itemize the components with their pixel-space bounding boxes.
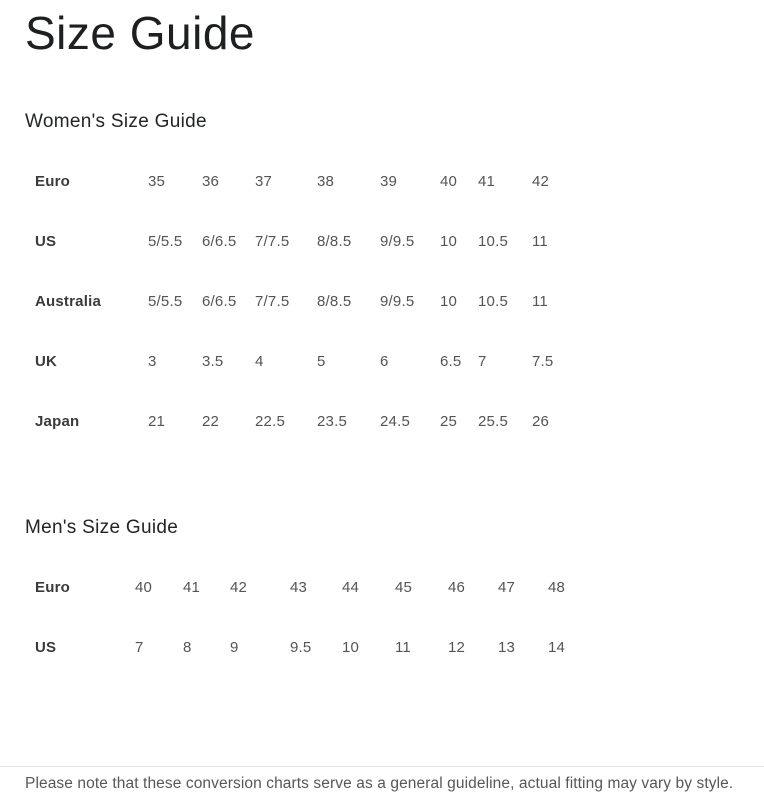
size-cell: 42 (230, 578, 248, 596)
size-cell: 11 (395, 638, 411, 656)
size-cell: 48 (548, 578, 566, 596)
size-cell: 23.5 (317, 412, 347, 430)
size-cell: 7/7.5 (255, 232, 290, 250)
size-cell: 3.5 (202, 352, 224, 370)
mens-size-guide-heading: Men's Size Guide (25, 517, 179, 538)
table-row (25, 151, 739, 211)
size-cell: 6 (380, 352, 389, 370)
size-cell: 37 (255, 172, 273, 190)
size-cell: 42 (532, 172, 550, 190)
size-cell: 21 (148, 412, 166, 430)
size-cell: 45 (395, 578, 413, 596)
footer (0, 766, 764, 794)
footer-note: Please note that these conversion charts serve as a general guideline, actual fitting may vary by style. (25, 775, 734, 792)
size-cell: 5 (317, 352, 326, 370)
size-cell: 5/5.5 (148, 232, 183, 250)
size-cell: 3 (148, 352, 157, 370)
size-cell: 10 (440, 292, 458, 310)
row-label: US (35, 232, 57, 250)
row-label: UK (35, 352, 58, 370)
size-cell: 8 (183, 638, 192, 656)
size-cell: 7 (135, 638, 144, 656)
size-cell: 44 (342, 578, 360, 596)
table-row (25, 271, 739, 331)
size-cell: 9.5 (290, 638, 312, 656)
size-cell: 8/8.5 (317, 232, 352, 250)
size-cell: 7.5 (532, 352, 554, 370)
size-cell: 7/7.5 (255, 292, 290, 310)
row-label: Euro (35, 172, 70, 190)
size-cell: 4 (255, 352, 264, 370)
size-cell: 8/8.5 (317, 292, 352, 310)
row-label: US (35, 638, 57, 656)
row-label: Japan (35, 412, 80, 430)
size-cell: 40 (135, 578, 153, 596)
size-cell: 38 (317, 172, 335, 190)
size-cell: 6.5 (440, 352, 462, 370)
table-row (25, 211, 739, 271)
size-cell: 6/6.5 (202, 232, 237, 250)
size-cell: 40 (440, 172, 458, 190)
table-row (25, 557, 739, 617)
size-cell: 5/5.5 (148, 292, 183, 310)
size-cell: 10 (440, 232, 458, 250)
size-cell: 35 (148, 172, 166, 190)
size-cell: 25 (440, 412, 458, 430)
size-cell: 9 (230, 638, 239, 656)
size-cell: 11 (532, 232, 548, 250)
size-cell: 10 (342, 638, 360, 656)
table-row (25, 617, 739, 677)
size-cell: 41 (478, 172, 496, 190)
size-cell: 43 (290, 578, 308, 596)
table-row (25, 391, 739, 451)
size-cell: 46 (448, 578, 466, 596)
size-cell: 26 (532, 412, 550, 430)
size-cell: 9/9.5 (380, 232, 415, 250)
womens-size-guide-heading: Women's Size Guide (25, 111, 207, 132)
size-cell: 25.5 (478, 412, 508, 430)
size-cell: 36 (202, 172, 220, 190)
size-cell: 39 (380, 172, 398, 190)
row-label: Euro (35, 578, 70, 596)
size-cell: 10.5 (478, 292, 508, 310)
size-cell: 10.5 (478, 232, 508, 250)
table-row (25, 331, 739, 391)
size-cell: 6/6.5 (202, 292, 237, 310)
size-cell: 7 (478, 352, 487, 370)
size-cell: 14 (548, 638, 566, 656)
womens-size-table (25, 151, 739, 451)
size-cell: 47 (498, 578, 516, 596)
size-cell: 24.5 (380, 412, 410, 430)
size-cell: 9/9.5 (380, 292, 415, 310)
row-label: Australia (35, 292, 101, 310)
size-cell: 11 (532, 292, 548, 310)
size-cell: 22.5 (255, 412, 285, 430)
size-cell: 41 (183, 578, 201, 596)
size-cell: 13 (498, 638, 516, 656)
mens-size-table (25, 557, 739, 677)
page-title: Size Guide (25, 7, 256, 59)
size-cell: 12 (448, 638, 466, 656)
size-cell: 22 (202, 412, 220, 430)
